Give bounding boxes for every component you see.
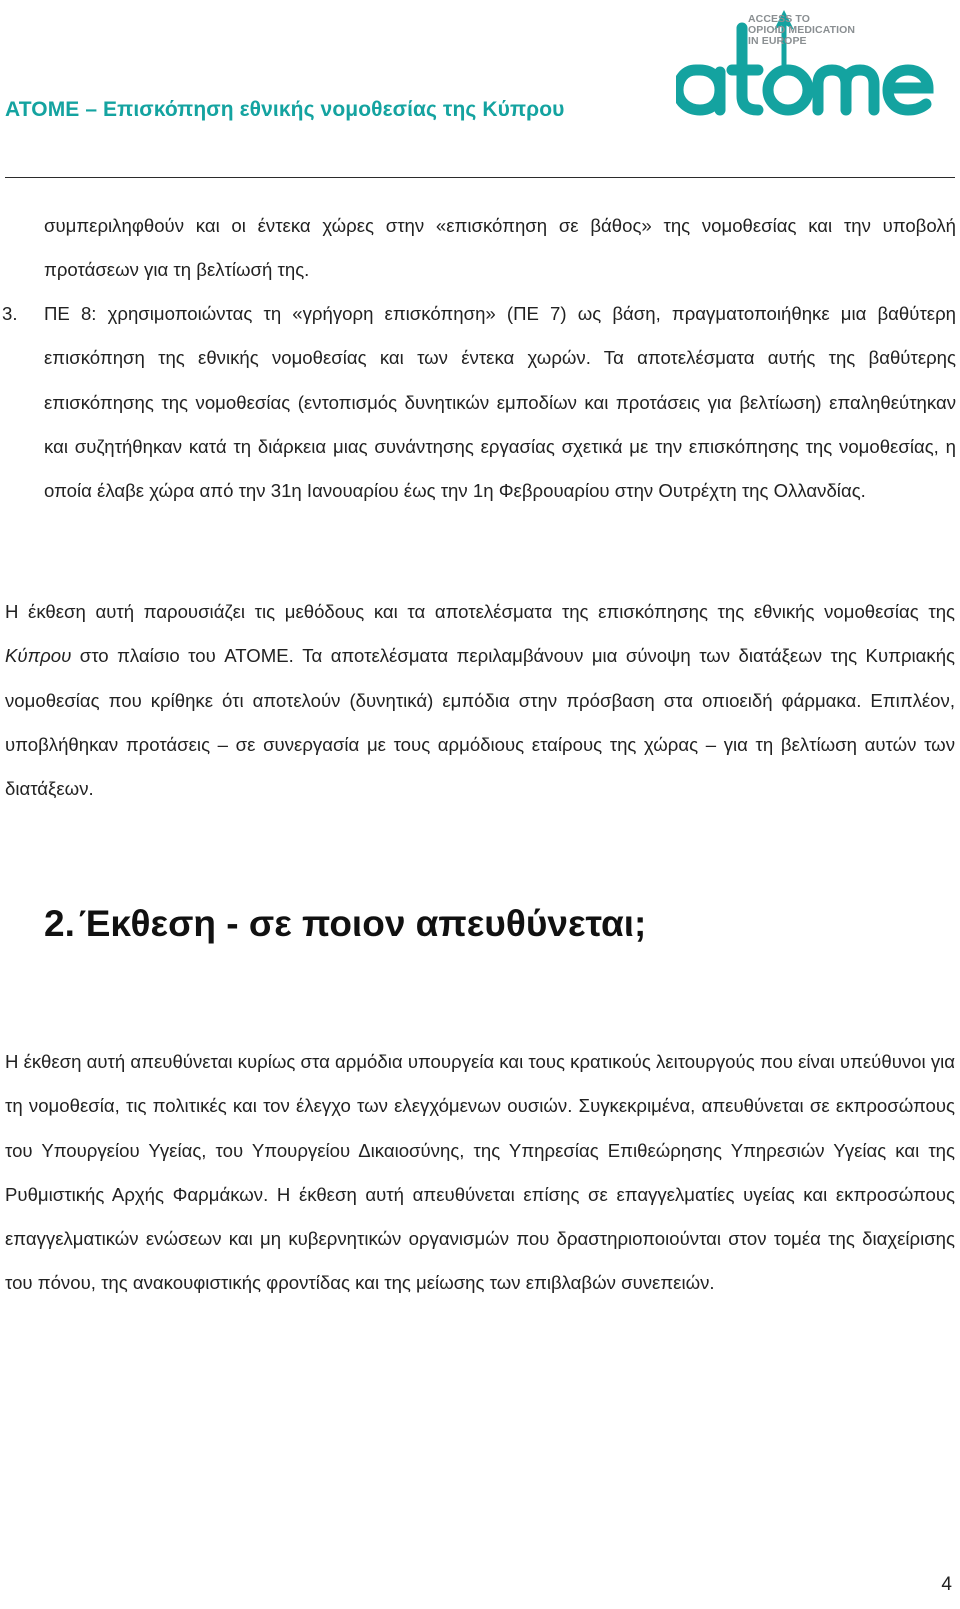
logo-tagline xyxy=(748,14,855,47)
section-number: 2. xyxy=(44,903,75,944)
section-heading xyxy=(44,903,646,945)
section-title: Έκθεση - σε ποιον απευθύνεται; xyxy=(78,903,647,944)
list-item-number: 3. xyxy=(2,303,18,324)
list-item-text: ΠΕ 8: χρησιμοποιώντας τη «γρήγορη επισκόπηση» (ΠΕ 7) ως βάση, πραγματοποιήθηκε μια βαθύτερη επισκόπηση της εθνικής νομοθεσίας και των έντεκα χωρών. Τα αποτελέσματα αυτής της βαθύτερης επισκόπησης της νομοθεσίας (εντοπισμός δυνητικών εμποδίων και προτάσεις για βελτίωση) επαληθεύτηκαν και συζητήθηκαν κατά τη διάρκεια μιας συνάντησης εργασίας σχετικά με την επισκόπησης της νομοθεσίας, η οποία έλαβε χώρα από την 31η Ιανουαρίου έως την 1η Φεβρουαρίου στην Ουτρέχτη της Ολλανδίας. xyxy=(44,303,956,502)
country-name: Κύπρου xyxy=(5,645,72,667)
report-summary-paragraph xyxy=(5,590,955,811)
audience-paragraph: Η έκθεση αυτή απευθύνεται κυρίως στα αρμόδια υπουργεία και τους κρατικούς λειτουργούς που είναι υπεύθυνοι για τη νομοθεσία, τις πολιτικές και τον έλεγχο των ελεγχόμενων ουσιών. Συγκεκριμένα, απευθύνεται σε εκπροσώπους του Υπουργείου Υγείας, του Υπουργείου Δικαιοσύνης, της Υπηρεσίας Επιθεώρησης Υπηρεσιών Υγείας και της Ρυθμιστικής Αρχής Φαρμάκων. Η έκθεση αυτή απευθύνεται επίσης σε επαγγελματίες υγείας και εκπροσώπους επαγγελματικών ενώσεων και μη κυβερνητικών οργανισμών που δραστηριοποιούνται στον τομέα της διαχείρισης του πόνου, της ανακουφιστικής φροντίδας και της μείωσης των επιβλαβών συνεπειών. xyxy=(5,1051,955,1294)
paragraph-text: Η έκθεση αυτή παρουσιάζει τις μεθόδους και τα αποτελέσματα της επισκόπησης της εθνικής νομοθεσίας της xyxy=(5,601,955,622)
logo-tagline-line: ACCESS TO xyxy=(748,13,810,25)
page-number: 4 xyxy=(941,1574,952,1595)
header-divider xyxy=(5,177,955,178)
logo-tagline-line: IN EUROPE xyxy=(748,35,807,47)
logo-tagline-line: OPIOID MEDICATION xyxy=(748,24,856,36)
intro-continuation-paragraph: συμπεριληφθούν και οι έντεκα χώρες στην «επισκόπηση σε βάθος» της νομοθεσίας και την υποβολή προτάσεων για τη βελτίωσή της. xyxy=(44,215,956,281)
list-item-3 xyxy=(2,292,956,513)
document-header-title: ATOME – Επισκόπηση εθνικής νομοθεσίας της Κύπρου xyxy=(5,98,565,121)
paragraph-text: στο πλαίσιο του ATOME. Τα αποτελέσματα περιλαμβάνουν μια σύνοψη των διατάξεων της Κυπριακής νομοθεσίας που κρίθηκε ότι αποτελούν (δυνητικά) εμπόδια στην πρόσβαση στα οπιοειδή φάρμακα. Επιπλέον, υποβλήθηκαν προτάσεις – σε συνεργασία με τους αρμόδιους εταίρους της χώρας – για τη βελτίωση αυτών των διατάξεων. xyxy=(5,645,955,800)
